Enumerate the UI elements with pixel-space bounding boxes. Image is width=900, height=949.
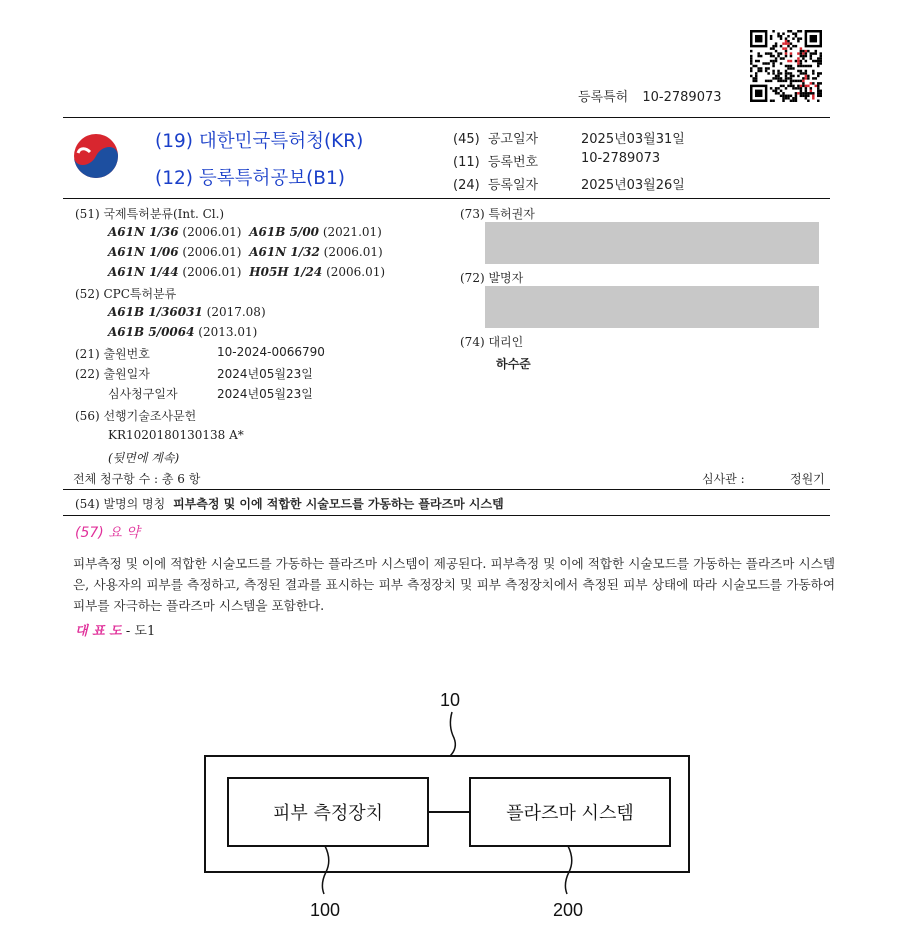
title-divider [63,515,830,516]
inventor-redacted [485,286,819,328]
header-field-registration-number: (11) 등록번호 10-2789073 [453,151,661,170]
invention-title: 피부측정 및 이에 적합한 시술모드를 가동하는 플라즈마 시스템 [173,497,504,511]
patentee-label: (73) 특허권자 [460,207,535,221]
prior-art-doc: KR1020180130138 A* [108,428,244,442]
office-line: (19) 대한민국특허청(KR) [155,131,364,152]
qr-code [750,30,822,102]
kipo-logo-icon [72,132,120,180]
rep-fig-label: 대 표 도 [75,624,122,639]
left-leader-line [322,846,328,894]
int-cl-row: A61N 1/36 (2006.01) A61B 5/00 (2021.01) [108,225,382,239]
left-ref-label: 100 [309,900,341,920]
examiner-name: 정원기 [790,472,825,486]
header-field-registration-date: (24) 등록일자 2025년03월26일 [453,178,685,193]
examiner-label: 심사관 : [702,472,745,486]
continued-note: (뒷면에 계속) [108,451,180,465]
int-cl-row: A61N 1/44 (2006.01) H05H 1/24 (2006.01) [108,265,386,279]
header-field-publication-date: (45) 공고일자 2025년03월31일 [453,132,685,147]
cpc-row: A61B 5/0064 (2013.01) [108,325,258,339]
abstract-heading: (57) 요 약 [75,525,140,541]
claims-total: 전체 청구항 수 : 총 6 항 [73,472,201,486]
int-cl-row: A61N 1/06 (2006.01) A61N 1/32 (2006.01) [108,245,383,259]
rep-fig-value: - 도1 [125,624,156,639]
exam-req-value: 2024년05월23일 [217,387,313,401]
patentee-redacted [485,222,819,264]
cpc-label: (52) CPC특허분류 [75,287,177,301]
int-cl-label: (51) 국제특허분류(Int. Cl.) [75,207,225,221]
plasma-system-label: 플라즈마 시스템 [506,803,634,824]
agent-name: 하수준 [496,357,531,371]
right-leader-line [565,846,571,894]
right-ref-label: 200 [552,900,584,920]
app-no-value: 10-2024-0066790 [217,345,325,359]
system-leader-line [450,712,455,756]
reg-label: 등록특허 [578,90,629,105]
reg-number: 10-2789073 [642,90,722,105]
registration-header [578,86,722,105]
agent-label: (74) 대리인 [460,335,524,349]
figure-1-diagram [200,680,700,940]
title-label: (54) 발명의 명칭 [75,497,166,511]
prior-art-label: (56) 선행기술조사문헌 [75,409,197,423]
pub-type-line: (12) 등록특허공보(B1) [155,168,345,189]
app-no-label: (21) 출원번호 [75,347,150,361]
cpc-row: A61B 1/36031 (2017.08) [108,305,266,319]
top-divider [63,117,830,118]
header-divider [63,198,830,199]
app-date-value: 2024년05월23일 [217,367,313,381]
title-row [75,495,504,512]
app-date-label: (22) 출원일자 [75,367,150,381]
system-ref-label: 10 [439,690,461,710]
skin-measurement-label: 피부 측정장치 [272,803,384,824]
inventor-label: (72) 발명자 [460,271,524,285]
representative-figure [75,620,155,639]
abstract-text: 피부측정 및 이에 적합한 시술모드를 가동하는 플라즈마 시스템이 제공된다. 피부측정 및 이에 적합한 시술모드를 가동하는 플라즈마 시스템은, 사용자의 피부를 측정하고, 측정된 결과를 표시하는 피부 측정장치 및 피부 측정장치에서 측정된 피부 상태에 따라 시술모드를 가동하여 피부를 자극하는 플라즈마 시스템을 포함한다. [73,556,835,613]
claims-divider [63,489,830,490]
exam-req-label: 심사청구일자 [108,387,178,401]
